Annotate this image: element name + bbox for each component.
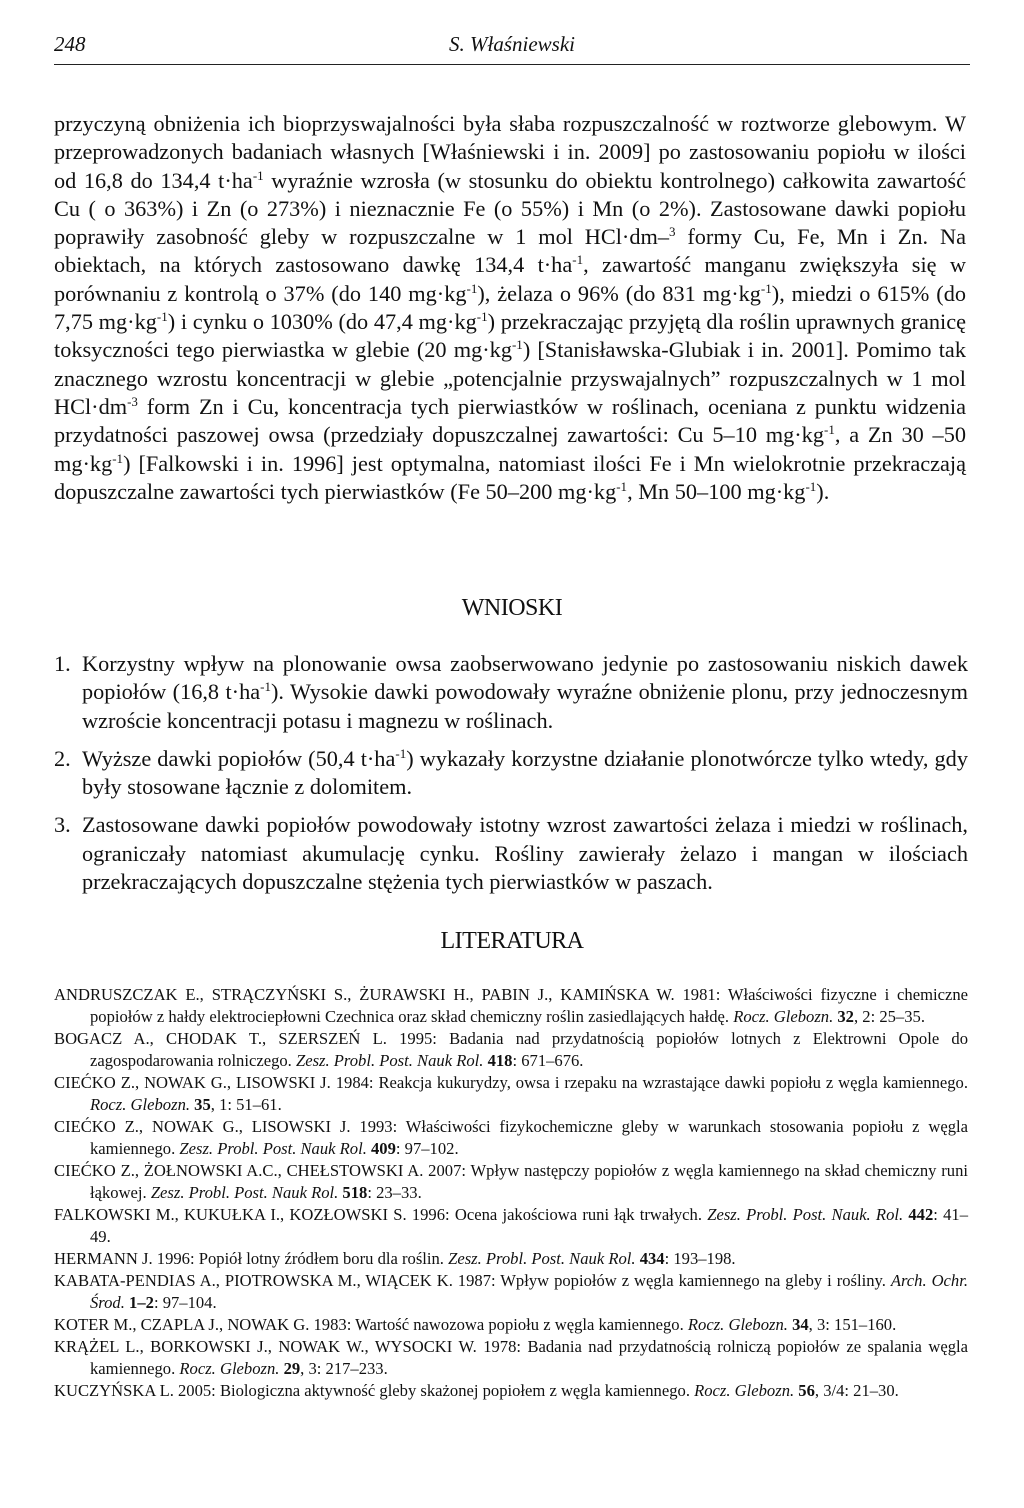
reference-item: [54, 1336, 968, 1380]
reference-journal: Zesz. Probl. Post. Nauk Rol.: [179, 1139, 367, 1158]
reference-journal: Rocz. Glebozn.: [733, 1007, 834, 1026]
reference-text: FALKOWSKI M., KUKUŁKA I., KOZŁOWSKI S. 1996: Ocena jakościowa runi łąk trwałych.: [54, 1205, 708, 1224]
reference-volume: 29: [279, 1359, 301, 1378]
reference-pages: : 41–49.: [90, 1205, 968, 1246]
reference-pages: : 97–104.: [153, 1293, 217, 1312]
superscript: -1: [260, 679, 271, 695]
superscript: -1: [760, 280, 772, 296]
paragraph-text: ) [Stanisławska-Glubiak i in. 2001]. Pomimo tak znacznego wzrostu koncentracji w glebie „potencjalnie przyswajalnych” rozpuszczalnych w 1 mol HCl·dm: [54, 337, 966, 419]
reference-pages: : 97–102.: [395, 1139, 459, 1158]
superscript: -1: [823, 422, 835, 438]
reference-text: KABATA-PENDIAS A., PIOTROWSKA M., WIĄCEK K. 1987: Wpływ popiołów z węgla kamiennego na gleby i rośliny.: [54, 1271, 891, 1290]
conclusion-text: Wyższe dawki popiołów (50,4 t·ha: [82, 745, 396, 771]
reference-text: CIEĆKO Z., NOWAK G., LISOWSKI J. 1993: Właściwości fizykochemiczne gleby w warunkach stosowania popiołu z węgla kamiennego.: [54, 1117, 968, 1158]
reference-item: [54, 1204, 968, 1248]
conclusion-item: [54, 811, 968, 896]
paragraph-text: wyraźnie wzrosła (w stosunku do obiektu kontrolnego) całkowita zawartość Cu ( o 363%) i Zn (o 273%) i nieznacznie Fe (o 55%) i Mn (o 2%). Zastosowane dawki popiołu poprawiły zasobność gleby w rozpuszczalne w 1 mol HCl·dm–: [54, 167, 966, 250]
conclusion-text: ) wykazały korzystne działanie plonotwórcze tylko wtedy, gdy były stosowane łącznie z dolomitem.: [82, 745, 968, 800]
section-title-wnioski: WNIOSKI: [461, 595, 563, 621]
reference-volume: 442: [903, 1205, 934, 1224]
reference-item: [54, 1380, 968, 1402]
reference-text: CIEĆKO Z., ŻOŁNOWSKI A.C., CHEŁSTOWSKI A. 2007: Wpływ następczy popiołów z węgla kamiennego na skład chemiczny runi łąkowej.: [54, 1161, 968, 1202]
reference-volume: 32: [833, 1007, 854, 1026]
paragraph-text: ) i cynku o 1030% (do 47,4 mg·kg: [167, 309, 477, 335]
reference-journal: Zesz. Probl. Post. Nauk Rol.: [448, 1249, 636, 1268]
reference-pages: : 23–33.: [367, 1183, 422, 1202]
paragraph-text: , a Zn 30 –50 mg·kg: [54, 422, 966, 476]
reference-item: [54, 1270, 968, 1314]
reference-text: KRĄŻEL L., BORKOWSKI J., NOWAK W., WYSOCKI W. 1978: Badania nad przydatnością rolniczą popiołów ze spalania węgla kamiennego.: [54, 1337, 968, 1378]
body-paragraph: [54, 110, 966, 506]
page-header: [54, 30, 970, 65]
superscript: -1: [112, 450, 124, 466]
paragraph-text: , Mn 50–100 mg·kg: [627, 478, 806, 504]
conclusion-text: Korzystny wpływ na plonowanie owsa zaobserwowano jedynie po zastosowaniu niskich dawek popiołów (16,8 t·ha: [82, 651, 968, 705]
reference-pages: , 3: 217–233.: [300, 1359, 388, 1378]
reference-item: [54, 1314, 968, 1336]
reference-text: BOGACZ A., CHODAK T., SZERSZEŃ L. 1995: Badania nad przydatnością popiołów lotnych z Elektrowni Opole do zagospodarowania rolniczego.: [54, 1029, 968, 1070]
paragraph-text: formy Cu, Fe, Mn i Zn. Na obiektach, na których zastosowano dawkę 134,4 t·ha: [54, 224, 966, 278]
paragraph-text: , zawartość manganu zwiększyła się w porównaniu z kontrolą o 37% (do 140 mg·kg: [54, 252, 966, 306]
conclusion-number: 1.: [54, 651, 71, 676]
reference-text: KUCZYŃSKA L. 2005: Biologiczna aktywność gleby skażonej popiołem z węgla kamiennego.: [54, 1381, 695, 1400]
conclusions-list: [54, 650, 968, 906]
reference-pages: : 193–198.: [664, 1249, 736, 1268]
paragraph-text: ).: [816, 478, 830, 504]
reference-text: KOTER M., CZAPLA J., NOWAK G. 1983: Wartość nawozowa popiołu z węgla kamiennego.: [54, 1315, 688, 1334]
superscript: -1: [572, 252, 584, 268]
reference-volume: 56: [794, 1381, 815, 1400]
superscript: -1: [252, 167, 264, 183]
reference-text: CIEĆKO Z., NOWAK G., LISOWSKI J. 1984: Reakcja kukurydzy, owsa i rzepaku na wzrastające dawki popiołu z węgla kamiennego.: [54, 1073, 968, 1092]
reference-item: [54, 1028, 968, 1072]
conclusion-text: ). Wysokie dawki powodowały wyraźne obniżenie plonu, przy jednoczesnym wzroście koncentracji potasu i magnezu w roślinach.: [82, 679, 968, 733]
running-title: S. Właśniewski: [449, 32, 575, 56]
reference-pages: , 1: 51–61.: [210, 1095, 282, 1114]
reference-text: HERMANN J. 1996: Popiół lotny źródłem boru dla roślin.: [54, 1249, 449, 1268]
reference-journal: Zesz. Probl. Post. Nauk. Rol.: [707, 1205, 904, 1224]
reference-volume: 409: [366, 1139, 396, 1158]
page-number: 248: [54, 32, 86, 56]
reference-journal: Zesz. Probl. Post. Nauk Rol.: [150, 1183, 339, 1202]
conclusion-text: Zastosowane dawki popiołów powodowały istotny wzrost zawartości żelaza i miedzi w roślinach, ograniczały natomiast akumulację cynku. Rośliny zawierały żelazo i mangan w ilościach przekraczających dopuszczalne stężenia tych pierwiastków w paszach.: [82, 812, 968, 895]
paragraph-text: przyczyną obniżenia ich bioprzyswajalności była słaba rozpuszczalność w roztworze glebowym. W przeprowadzonych badaniach własnych [Właśniewski i in. 2009] po zastosowaniu popiołu w ilości od 16,8 do 134,4 t·ha: [54, 111, 966, 193]
superscript: -1: [511, 337, 523, 353]
reference-item: [54, 1072, 968, 1116]
superscript: -1: [395, 745, 407, 761]
reference-journal: Rocz. Glebozn.: [179, 1359, 280, 1378]
reference-item: [54, 984, 968, 1028]
reference-pages: : 671–676.: [512, 1051, 584, 1070]
reference-volume: 35: [190, 1095, 211, 1114]
superscript: -1: [616, 478, 628, 494]
paragraph-text: form Zn i Cu, koncentracja tych pierwiastków w roślinach, oceniana z punktu widzenia przydatności paszowej owsa (przedziały dopuszczalnej zawartości: Cu 5–10 mg·kg: [54, 393, 966, 448]
reference-journal: Rocz. Glebozn.: [90, 1095, 191, 1114]
conclusion-item: [54, 745, 968, 802]
reference-volume: 434: [635, 1249, 665, 1268]
reference-journal: Arch. Ochr. Środ.: [90, 1271, 968, 1312]
reference-journal: Rocz. Glebozn.: [687, 1315, 788, 1334]
superscript: -1: [156, 309, 168, 325]
reference-pages: , 3/4: 21–30.: [814, 1381, 899, 1400]
reference-volume: 34: [787, 1315, 809, 1334]
reference-volume: 418: [483, 1051, 513, 1070]
reference-pages: , 2: 25–35.: [853, 1007, 925, 1026]
reference-volume: 518: [338, 1183, 368, 1202]
reference-journal: Rocz. Glebozn.: [694, 1381, 795, 1400]
reference-pages: , 3: 151–160.: [808, 1315, 897, 1334]
conclusion-item: [54, 650, 968, 735]
superscript: 3: [669, 224, 676, 240]
superscript: -3: [127, 393, 138, 409]
reference-journal: Zesz. Probl. Post. Nauk Rol.: [295, 1051, 484, 1070]
paragraph-text: ) przekraczając przyjętą dla roślin uprawnych granicę toksyczności tego pierwiastka w glebie (20 mg·kg: [54, 309, 967, 363]
superscript: -1: [476, 309, 488, 325]
conclusion-number: 3.: [54, 812, 71, 838]
reference-item: [54, 1116, 968, 1160]
conclusion-number: 2.: [54, 745, 71, 771]
superscript: -1: [805, 478, 817, 494]
reference-item: [54, 1248, 968, 1270]
paragraph-text: ) [Falkowski i in. 1996] jest optymalna, natomiast ilości Fe i Mn wielokrotnie przekraczają dopuszczalne zawartości tych pierwiastków (Fe 50–200 mg·kg: [54, 450, 966, 504]
reference-list: [54, 984, 968, 1402]
reference-text: ANDRUSZCZAK E., STRĄCZYŃSKI S., ŻURAWSKI H., PABIN J., KAMIŃSKA W. 1981: Właściwości fizyczne i chemiczne popiołów z hałdy elektrociepłowni Czechnica oraz skład chemiczny roślin zasiedlających hałdę.: [54, 985, 968, 1026]
paragraph-text: ), żelaza o 96% (do 831 mg·kg: [477, 280, 761, 306]
paragraph-text: ), miedzi o 615% (do 7,75 mg·kg: [54, 280, 966, 335]
section-title-literatura: LITERATURA: [440, 928, 584, 954]
reference-item: [54, 1160, 968, 1204]
reference-volume: 1–2: [124, 1293, 154, 1312]
superscript: -1: [466, 280, 478, 296]
